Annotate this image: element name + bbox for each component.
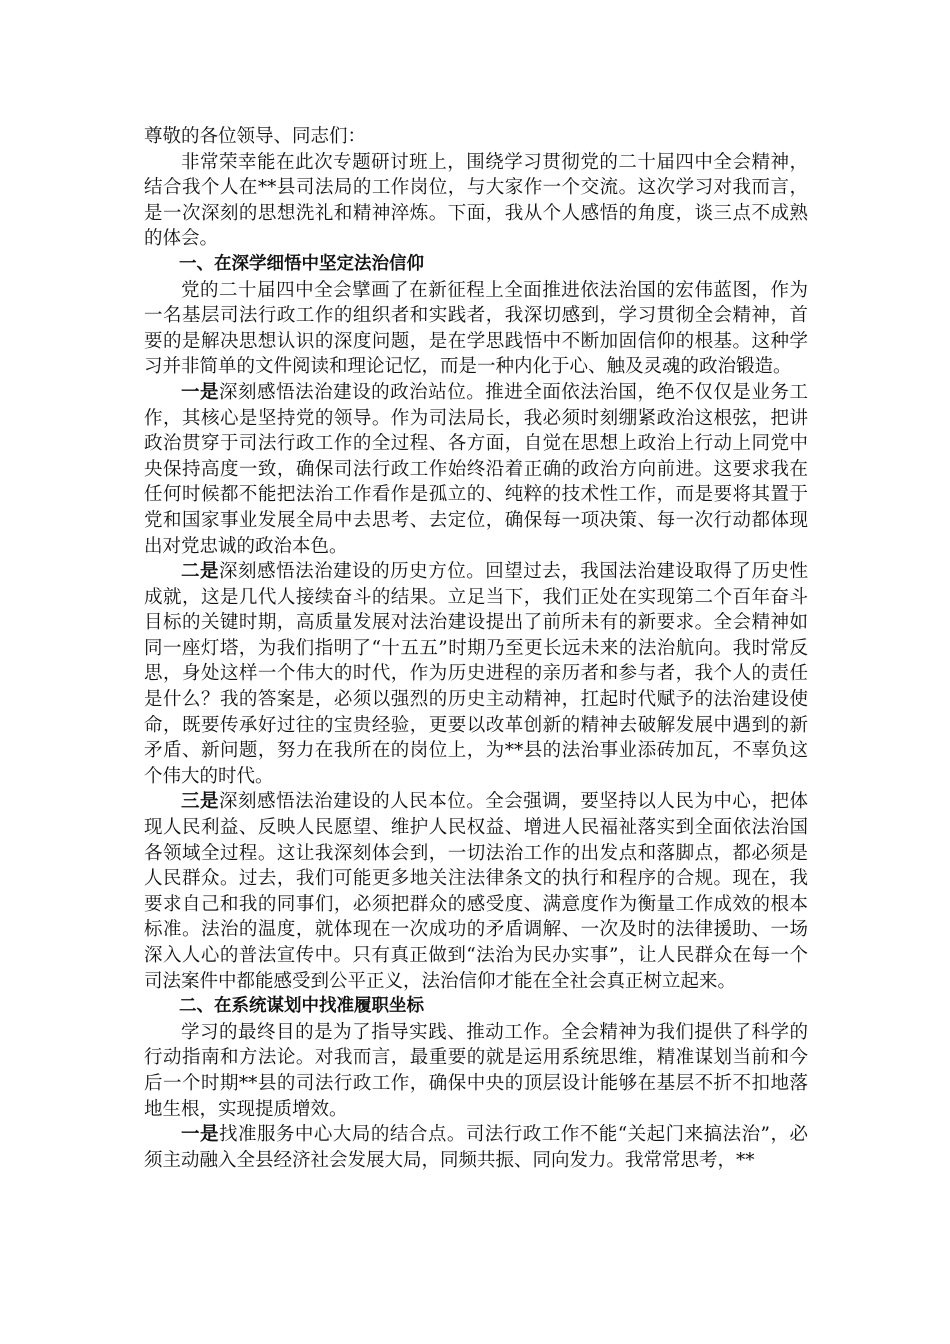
section2-point1-paragraph <box>144 1122 808 1173</box>
section1-point1-lead: 一是 <box>181 381 220 403</box>
section1-heading: 一、在深学细悟中坚定法治信仰 <box>179 253 424 274</box>
section1-point2-paragraph <box>144 559 808 789</box>
section1-point2-lead: 二是 <box>181 561 220 583</box>
section1-point3-lead: 三是 <box>181 791 220 813</box>
section1-point3-text: 深刻感悟法治建设的人民本位。全会强调，要坚持以人民为中心，把体现人民利益、反映人民愿望、维护人民权益、增进人民福祉落实到全面依法治国各领域全过程。这让我深刻体会到，一切法治工作的出发点和落脚点，都必须是人民群众。过去，我们可能更多地关注法律条文的执行和程序的合规。现在，我要求自己和我的同事们，必须把群众的感受度、满意度作为衡量工作成效的根本标准。法治的温度，就体现在一次成功的矛盾调解、一次及时的法律援助、一场深入人心的普法宣传中。只有真正做到“法治为民办实事”，让人民群众在每一个司法案件中都能感受到公平正义，法治信仰才能在全社会真正树立起来。 <box>144 791 808 992</box>
section1-point1-text: 深刻感悟法治建设的政治站位。推进全面依法治国，绝不仅仅是业务工作，其核心是坚持党的领导。作为司法局长，我必须时刻绷紧政治这根弦，把讲政治贯穿于司法行政工作的全过程、各方面，自觉在思想上政治上行动上同党中央保持高度一致，确保司法行政工作始终沿着正确的政治方向前进。这要求我在任何时候都不能把法治工作看作是孤立的、纯粹的技术性工作，而是要将其置于党和国家事业发展全局中去思考、去定位，确保每一项决策、每一次行动都体现出对党忠诚的政治本色。 <box>144 381 808 557</box>
section2-point1-lead: 一是 <box>181 1124 219 1146</box>
salutation: 尊敬的各位领导、同志们： <box>144 126 367 147</box>
section1-point2-text: 深刻感悟法治建设的历史方位。回望过去，我国法治建设取得了历史性成就，这是几代人接续奋斗的结果。立足当下，我们正处在实现第二个百年奋斗目标的关键时期，高质量发展对法治建设提出了前所未有的新要求。全会精神如同一座灯塔，为我们指明了“十五五”时期乃至更长远未来的法治航向。我时常反思，身处这样一个伟大的时代，作为历史进程的亲历者和参与者，我个人的责任是什么？我的答案是，必须以强烈的历史主动精神，扛起时代赋予的法治建设使命，既要传承好过往的宝贵经验，更要以改革创新的精神去破解发展中遇到的新矛盾、新问题，努力在我所在的岗位上，为**县的法治事业添砖加瓦，不辜负这个伟大的时代。 <box>144 561 808 787</box>
section1-point3-paragraph <box>144 789 808 994</box>
section2-heading: 二、在系统谋划中找准履职坐标 <box>179 996 424 1017</box>
document-page <box>144 124 808 1173</box>
intro-paragraph: 非常荣幸能在此次专题研讨班上，围绕学习贯彻党的二十届四中全会精神，结合我个人在**县司法局的工作岗位，与大家作一个交流。这次学习对我而言，是一次深刻的思想洗礼和精神淬炼。下面，我从个人感悟的角度，谈三点不成熟的体会。 <box>144 151 808 250</box>
section1-intro-paragraph: 党的二十届四中全会擘画了在新征程上全面推进依法治国的宏伟蓝图，作为一名基层司法行政工作的组织者和实践者，我深切感到，学习贯彻全会精神，首要的是解决思想认识的深度问题，是在学思践悟中不断加固信仰的根基。这种学习并非简单的文件阅读和理论记忆，而是一种内化于心、触及灵魂的政治锻造。 <box>144 279 808 378</box>
section1-point1-paragraph <box>144 380 808 559</box>
section2-intro-paragraph: 学习的最终目的是为了指导实践、推动工作。全会精神为我们提供了科学的行动指南和方法论。对我而言，最重要的就是运用系统思维，精准谋划当前和今后一个时期**县的司法行政工作，确保中央的顶层设计能够在基层不折不扣地落地生根，实现提质增效。 <box>144 1021 808 1120</box>
section2-point1-text: 找准服务中心大局的结合点。司法行政工作不能“关起门来搞法治”，必须主动融入全县经济社会发展大局，同频共振、同向发力。我常常思考，** <box>144 1124 808 1171</box>
